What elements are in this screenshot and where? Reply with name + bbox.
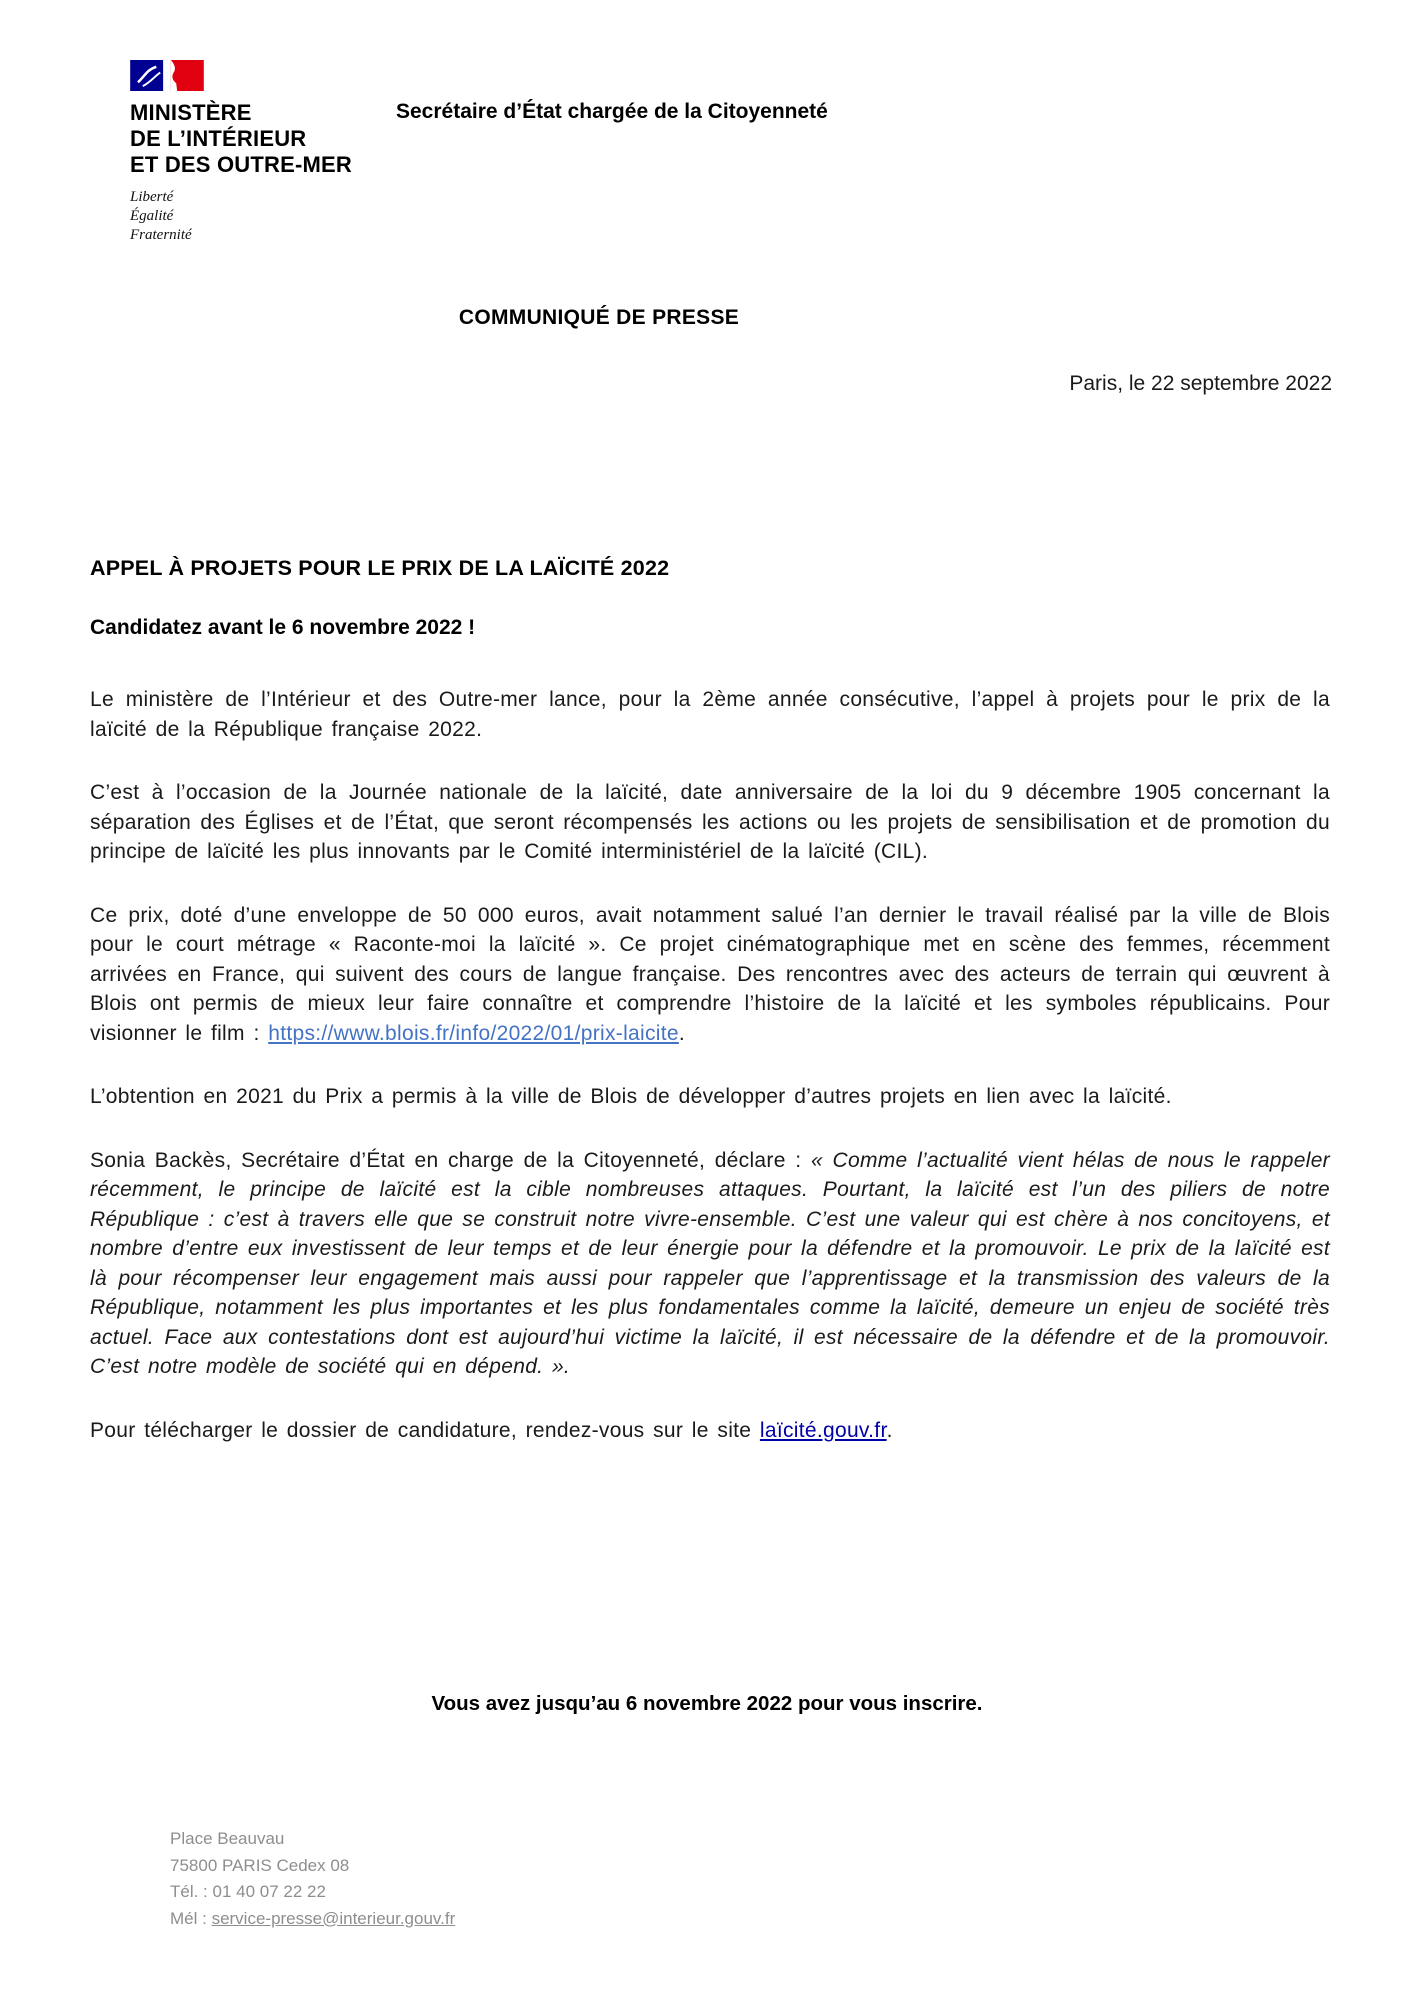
secretary-title: Secrétaire d’État chargée de la Citoyenneté: [396, 100, 828, 123]
paragraph-prize: [90, 901, 1330, 1049]
paragraph-context: C’est à l’occasion de la Journée nationale de la laïcité, date anniversaire de la loi du 9 décembre 1905 concernant la séparation des Églises et de l’État, que seront récompensés les actions ou les projets de sensibilisation et de promotion du principe de laïcité les plus innovants par le Comité interministériel de la laïcité (CIL).: [90, 781, 1330, 863]
ministry-name: [130, 100, 396, 178]
footer-address-line1: Place Beauvau: [170, 1829, 285, 1848]
paragraph-obtention: L’obtention en 2021 du Prix a permis à la ville de Blois de développer d’autres projets en lien avec la laïcité.: [90, 1085, 1172, 1108]
paragraph-download-text: Pour télécharger le dossier de candidature, rendez-vous sur le site: [90, 1418, 760, 1442]
paragraph-intro: Le ministère de l’Intérieur et des Outre-mer lance, pour la 2ème année consécutive, l’appel à projets pour le prix de la laïcité de la République française 2022.: [90, 688, 1330, 741]
paragraph-prize-text: Ce prix, doté d’une enveloppe de 50 000 euros, avait notamment salué l’an dernier le travail réalisé par la ville de Blois pour le court métrage « Raconte-moi la laïcité ». Ce projet cinématographique met en scène des femmes, récemment arrivées en France, qui suivent des cours de langue française. Des rencontres avec des acteurs de terrain qui œuvrent à Blois ont permis de mieux leur faire connaître et comprendre l’histoire de la laïcité et les symboles républicains. Pour visionner le film :: [90, 903, 1330, 1045]
blois-film-link[interactable]: https://www.blois.fr/info/2022/01/prix-laicite: [268, 1021, 679, 1045]
dateline: Paris, le 22 septembre 2022: [1069, 372, 1332, 395]
footer-email-line: [170, 1906, 455, 1933]
document-body: [90, 556, 1330, 1479]
footer-address-line2: 75800 PARIS Cedex 08: [170, 1855, 350, 1875]
document-title: APPEL À PROJETS POUR LE PRIX DE LA LAÏCITÉ 2022: [90, 556, 670, 580]
paragraph-download: [90, 1416, 1330, 1446]
header: [130, 60, 1332, 245]
ministry-name-line3: ET DES OUTRE-MER: [130, 152, 352, 177]
quote-paragraph: [90, 1146, 1330, 1382]
motto-line3: Fraternité: [130, 227, 192, 243]
motto-line1: Liberté: [130, 189, 174, 205]
motto-line2: Égalité: [130, 208, 174, 224]
closing-line: Vous avez jusqu’au 6 novembre 2022 pour vous inscrire.: [431, 1692, 983, 1715]
paragraph-prize-period: .: [678, 1021, 686, 1045]
quote-text: « Comme l’actualité vient hélas de nous le rappeler récemment, le principe de laïcité est la cible nombreuses attaques. Pourtant, la laïcité est l’un des piliers de notre République : c’est à travers elle que se construit notre vivre-ensemble. C’est une valeur qui est chère à nos concitoyens, et nombre d’entre eux investissent de leur temps et de leur énergie pour la défendre et la promouvoir. Le prix de la laïcité est là pour récompenser leur engagement mais aussi pour rappeler que l’apprentissage et la transmission des valeurs de la République, notamment les plus importantes et les plus fondamentales comme la laïcité, demeure un enjeu de société très actuel. Face aux contestations dont est aujourd’hui victime la laïcité, il est nécessaire de la défendre et de la promouvoir. C’est notre modèle de société qui en dépend. ».: [90, 1148, 1330, 1378]
quote-intro: Sonia Backès, Secrétaire d’État en charge de la Citoyenneté, déclare :: [90, 1148, 811, 1172]
ministry-logo-block: [130, 60, 396, 245]
footer-phone: Tél. : 01 40 07 22 22: [170, 1882, 326, 1901]
footer-email-label: Mél :: [170, 1908, 212, 1928]
ministry-motto: [130, 188, 396, 245]
ministry-name-line2: DE L’INTÉRIEUR: [130, 126, 307, 151]
footer-contact-block: [170, 1826, 455, 1932]
press-email-link[interactable]: service-presse@interieur.gouv.fr: [211, 1908, 456, 1928]
laicite-site-link[interactable]: laïcité.gouv.fr: [759, 1418, 887, 1442]
document-subtitle: Candidatez avant le 6 novembre 2022 !: [90, 616, 476, 639]
press-release-kicker: COMMUNIQUÉ DE PRESSE: [458, 306, 740, 329]
ministry-name-line1: MINISTÈRE: [130, 100, 252, 125]
paragraph-download-period: .: [886, 1418, 893, 1442]
french-flag-icon: [130, 60, 204, 91]
